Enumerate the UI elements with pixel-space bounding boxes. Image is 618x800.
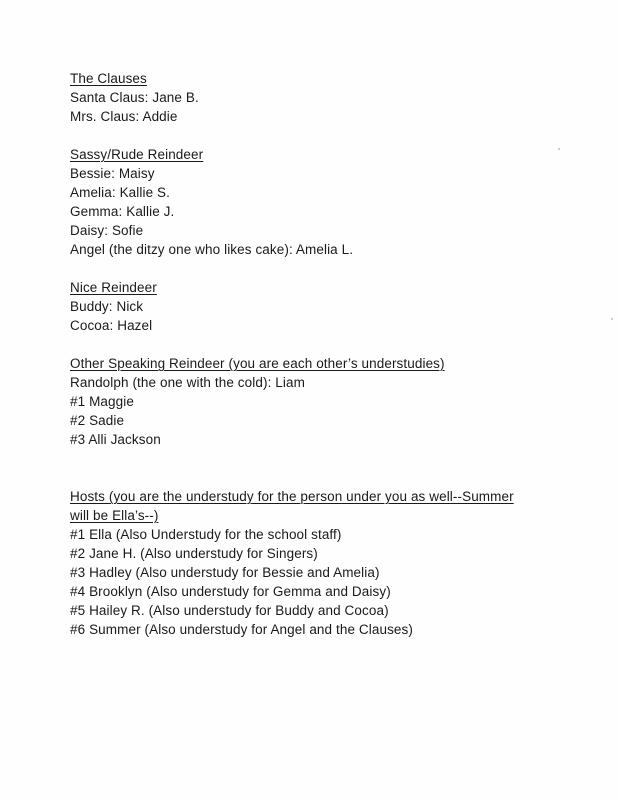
- cast-line: #3 Alli Jackson: [70, 432, 161, 447]
- cast-line: #2 Jane H. (Also understudy for Singers): [70, 546, 318, 561]
- section-the-clauses: [70, 69, 590, 126]
- cast-list: [70, 69, 590, 658]
- cast-line: Cocoa: Hazel: [70, 318, 153, 333]
- cast-line: Santa Claus: Jane B.: [70, 90, 199, 105]
- section-heading-line-2: will be Ella’s--): [70, 508, 159, 523]
- section-heading: Other Speaking Reindeer (you are each other’s understudies): [70, 356, 445, 371]
- cast-line: Amelia: Kallie S.: [70, 185, 170, 200]
- cast-line: #1 Ella (Also Understudy for the school staff): [70, 527, 342, 542]
- cast-line: #5 Hailey R. (Also understudy for Buddy and Cocoa): [70, 603, 389, 618]
- cast-line: Mrs. Claus: Addie: [70, 109, 178, 124]
- cast-line: #4 Brooklyn (Also understudy for Gemma and Daisy): [70, 584, 391, 599]
- section-heading: Sassy/Rude Reindeer: [70, 147, 204, 162]
- section-sassy-rude-reindeer: [70, 145, 590, 259]
- section-hosts: [70, 487, 590, 639]
- cast-line: Randolph (the one with the cold): Liam: [70, 375, 305, 390]
- cast-line: #2 Sadie: [70, 413, 125, 428]
- cast-line: #1 Maggie: [70, 394, 134, 409]
- cast-line: Bessie: Maisy: [70, 166, 155, 181]
- scan-speck: [611, 318, 613, 320]
- section-heading: Nice Reindeer: [70, 280, 157, 295]
- section-heading: The Clauses: [70, 71, 147, 86]
- cast-line: Angel (the ditzy one who likes cake): Amelia L.: [70, 242, 354, 257]
- section-heading-line-1: Hosts (you are the understudy for the person under you as well--Summer: [70, 489, 514, 504]
- cast-line: Gemma: Kallie J.: [70, 204, 175, 219]
- cast-line: Daisy: Sofie: [70, 223, 144, 238]
- section-other-speaking-reindeer: [70, 354, 590, 449]
- cast-line: Buddy: Nick: [70, 299, 144, 314]
- cast-line: #6 Summer (Also understudy for Angel and the Clauses): [70, 622, 413, 637]
- section-nice-reindeer: [70, 278, 590, 335]
- cast-line: #3 Hadley (Also understudy for Bessie and Amelia): [70, 565, 380, 580]
